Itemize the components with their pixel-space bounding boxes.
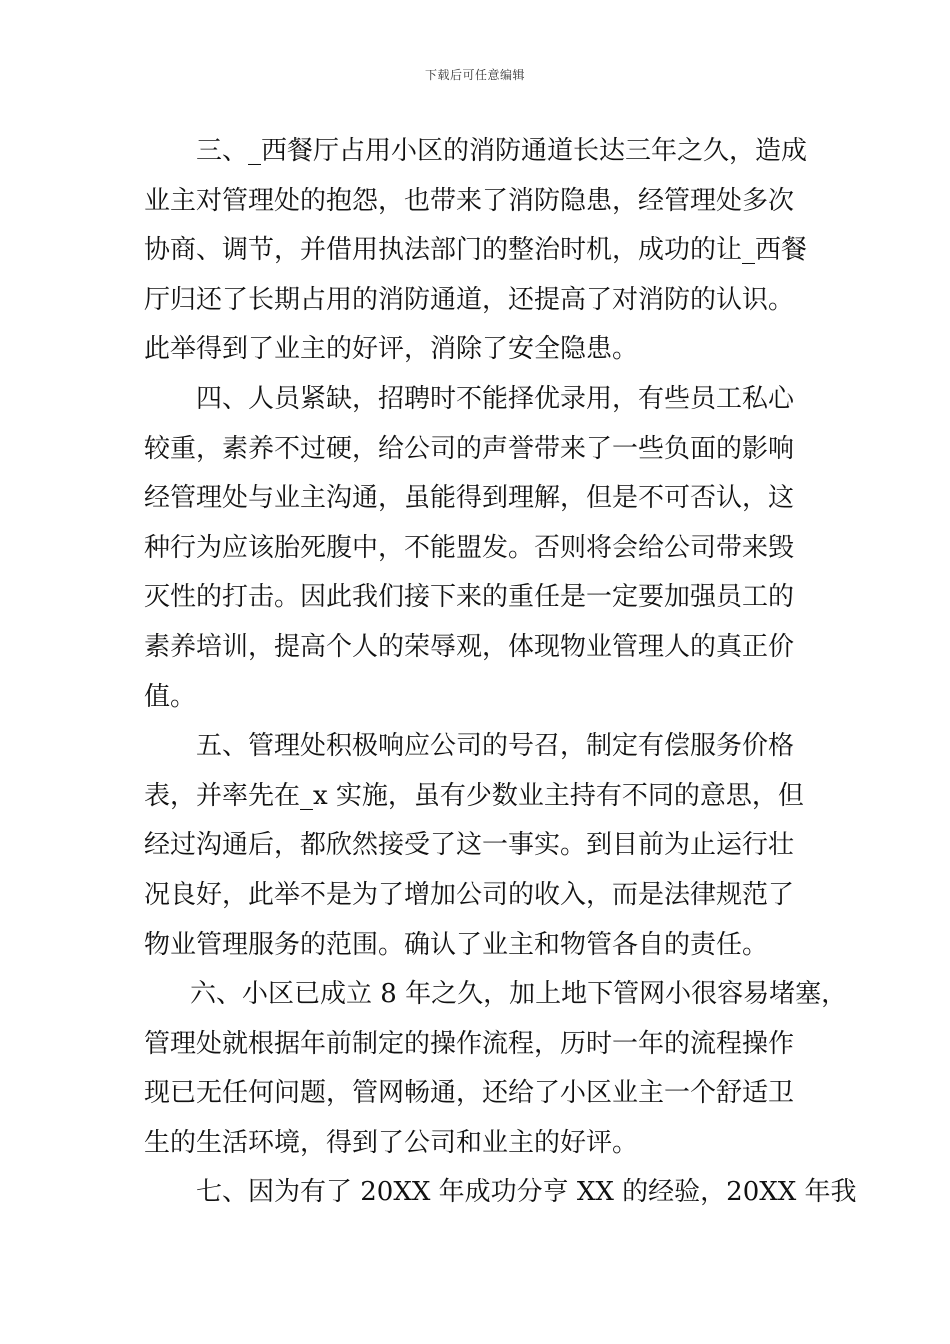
paragraph-line: 业主对管理处的抱怨，也带来了消防隐患，经管理处多次 xyxy=(144,185,795,216)
paragraph-line: 经过沟通后，都欣然接受了这一事实。到目前为止运行壮 xyxy=(144,830,795,861)
paragraph-line: 值。 xyxy=(144,681,197,712)
paragraph-4 xyxy=(144,375,809,722)
paragraph-line: 表，并率先在_x 实施，虽有少数业主持有不同的意思，但 xyxy=(144,780,804,811)
paragraph-line: 物业管理服务的范围。确认了业主和物管各自的责任。 xyxy=(144,929,769,960)
paragraph-line: 四、人员紧缺，招聘时不能择优录用，有些员工私心 xyxy=(196,383,795,414)
paragraph-line: 五、管理处积极响应公司的号召，制定有偿服务价格 xyxy=(196,731,795,762)
document-body xyxy=(144,127,857,1218)
paragraph-line: 经管理处与业主沟通，虽能得到理解，但是不可否认，这 xyxy=(144,483,795,514)
paragraph-5 xyxy=(144,722,809,970)
paragraph-line: 厅归还了长期占用的消防通道，还提高了对消防的认识。 xyxy=(144,284,795,315)
paragraph-line: 灭性的打击。因此我们接下来的重任是一定要加强员工的 xyxy=(144,582,795,613)
paragraph-6 xyxy=(144,970,848,1168)
paragraph-line: 况良好，此举不是为了增加公司的收入，而是法律规范了 xyxy=(144,879,795,910)
page-header: 下载后可任意编辑 xyxy=(424,68,525,82)
paragraph-line: 协商、调节，并借用执法部门的整治时机，成功的让_西餐 xyxy=(144,235,808,266)
paragraph-line: 素养培训，提高个人的荣辱观，体现物业管理人的真正价 xyxy=(144,631,795,662)
paragraph-line: 七、因为有了 20XX 年成功分亨 XX 的经验，20XX 年我 xyxy=(196,1177,857,1208)
paragraph-line: 此举得到了业主的好评，消除了安全隐患。 xyxy=(144,334,639,365)
paragraph-line: 三、_西餐厅占用小区的消防通道长达三年之久，造成 xyxy=(196,136,808,166)
paragraph-line: 管理处就根据年前制定的操作流程，历时一年的流程操作 xyxy=(144,1028,795,1059)
paragraph-7 xyxy=(144,1168,857,1218)
paragraph-line: 生的生活环境，得到了公司和业主的好评。 xyxy=(144,1127,639,1158)
paragraph-line: 种行为应该胎死腹中，不能盟发。否则将会给公司带来毁 xyxy=(144,532,795,563)
paragraph-line: 六、小区已成立 8 年之久，加上地下管网小很容易堵塞， xyxy=(190,979,848,1010)
paragraph-3 xyxy=(144,127,809,375)
paragraph-line: 现已无任何问题，管网畅通，还给了小区业主一个舒适卫 xyxy=(144,1078,795,1109)
paragraph-line: 较重，素养不过硬，给公司的声誉带来了一些负面的影响 xyxy=(144,433,795,464)
